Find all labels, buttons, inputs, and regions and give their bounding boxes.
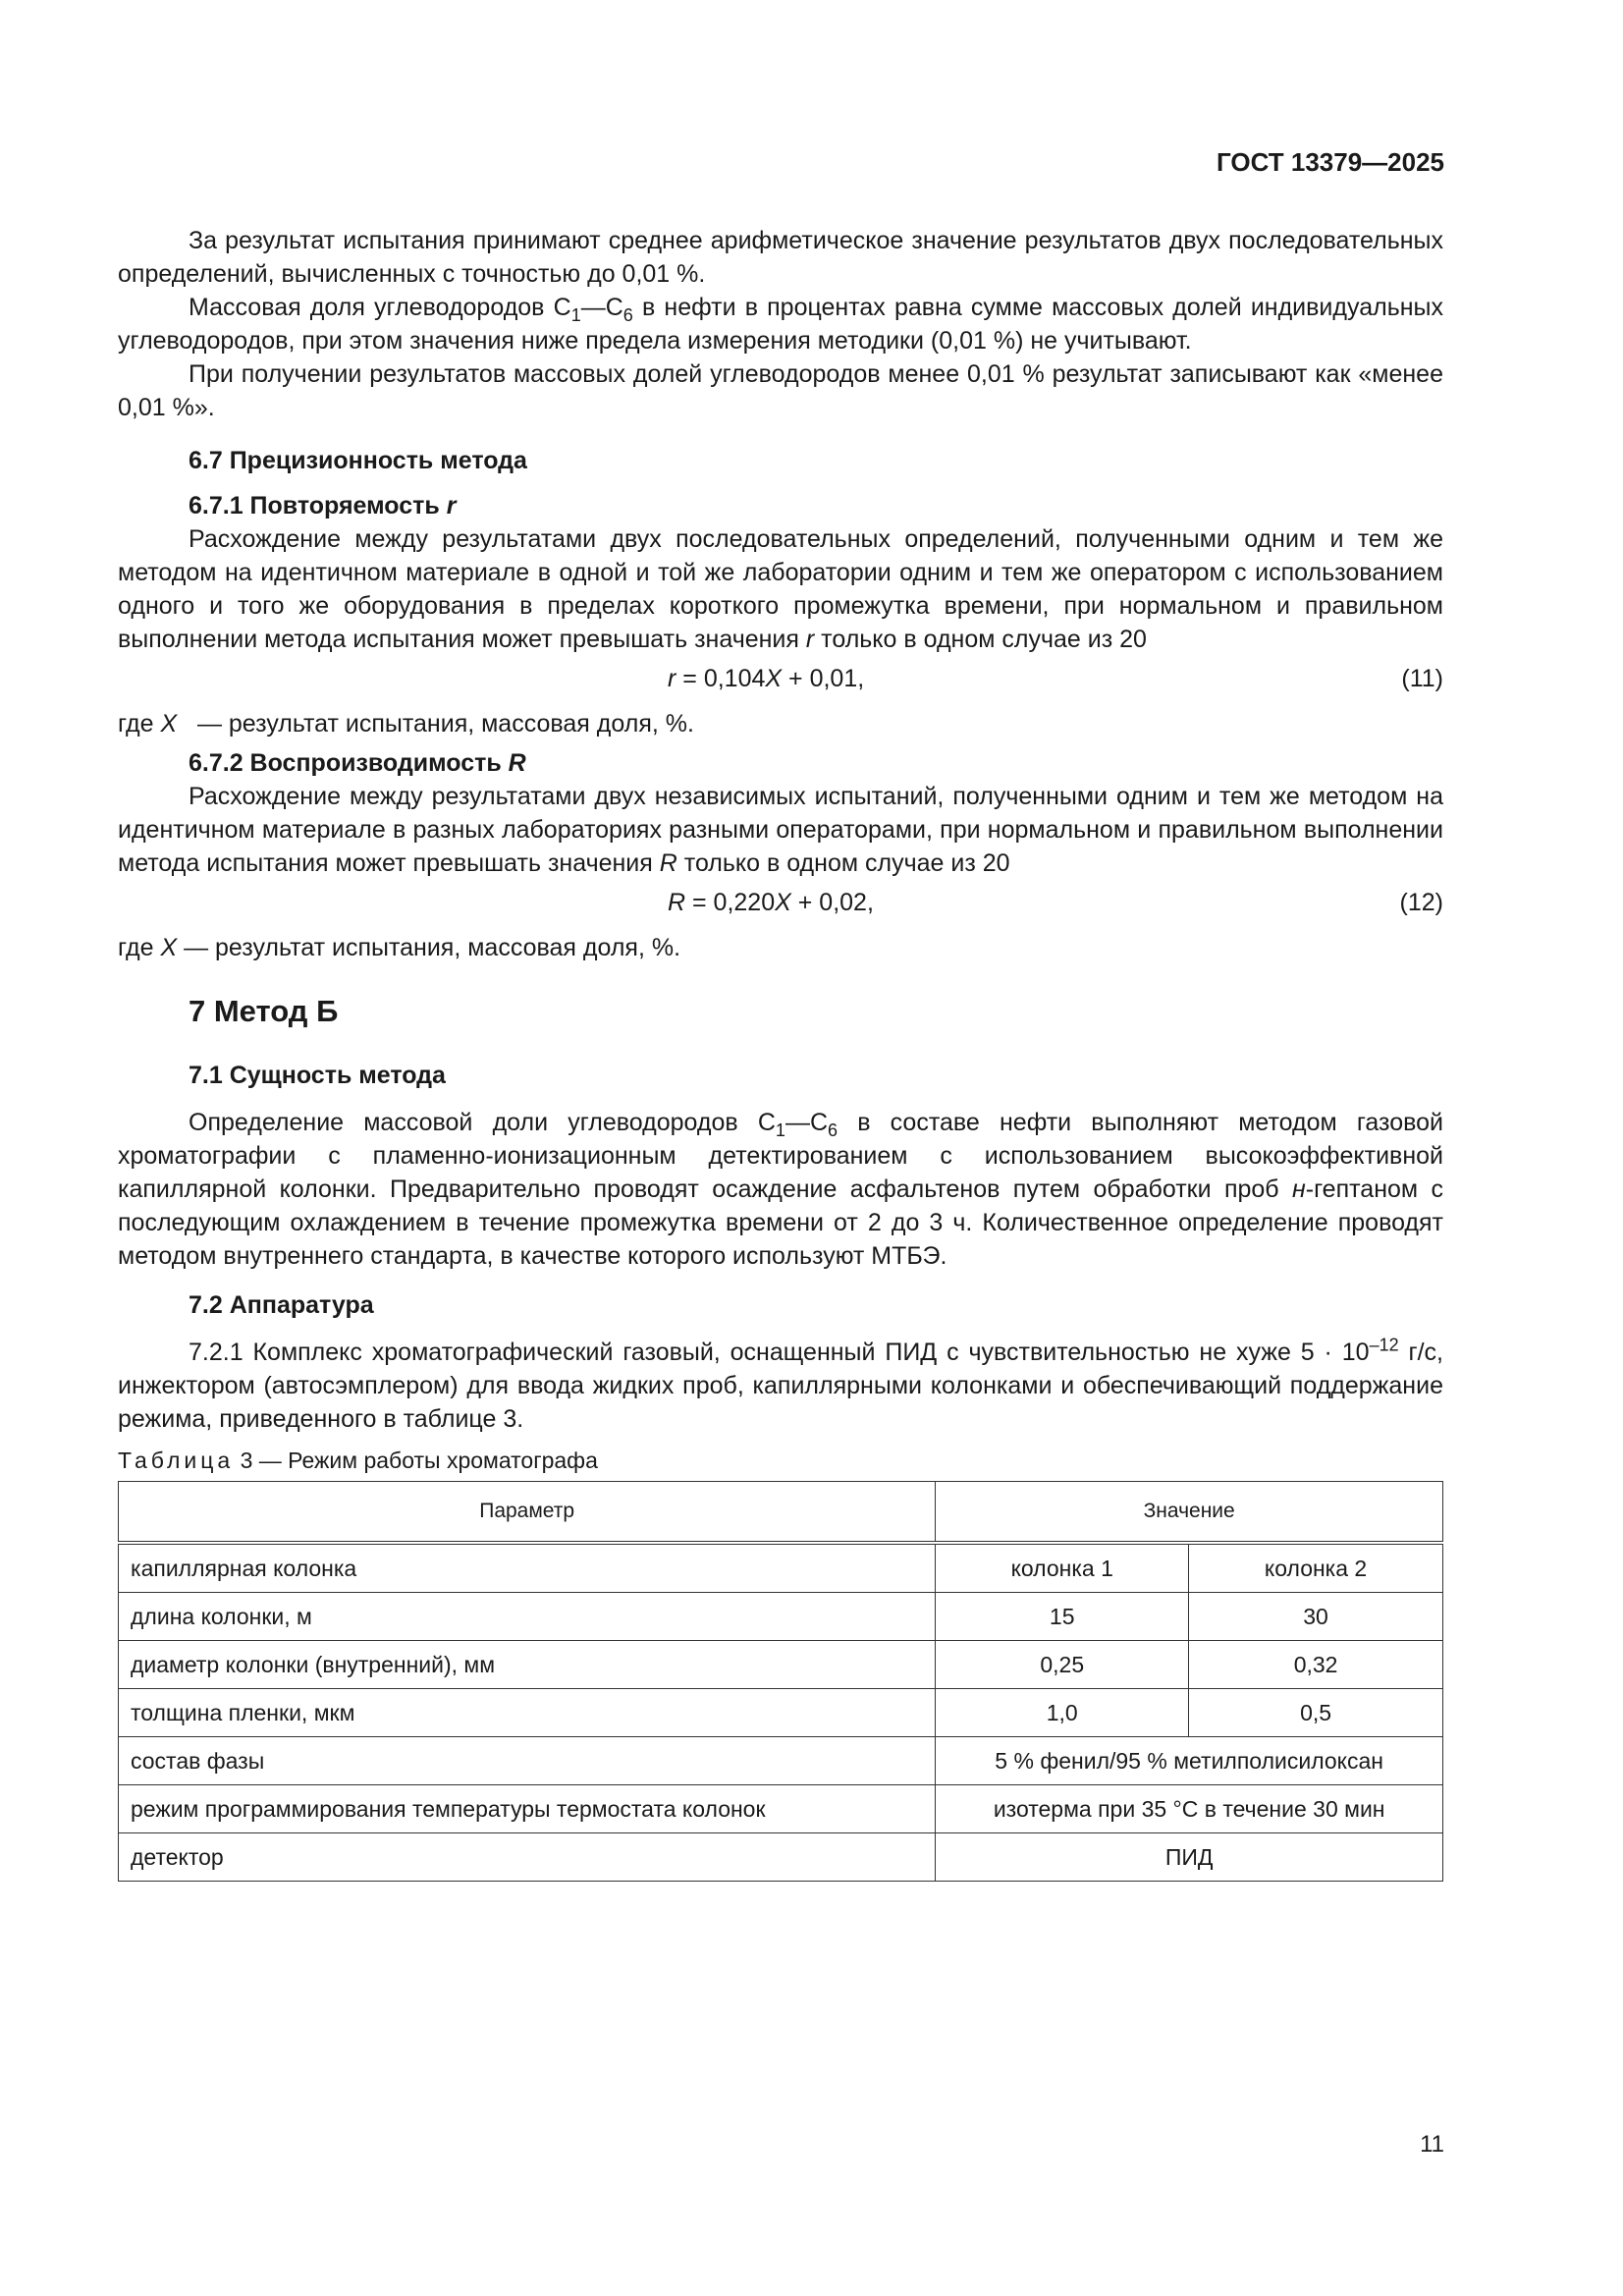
paragraph-result: За результат испытания принимают среднее арифметическое значение результатов двух последовательных определений, вычисленных с точностью до 0,01 %. (118, 227, 1443, 288)
formula-11-expression: r = 0,104X + 0,01, (668, 665, 865, 692)
page-content (118, 224, 1443, 1882)
paragraph-reproducibility: Расхождение между результатами двух независимых испытаний, полученными одним и тем же методом на идентичном материале в разных лабораториях разными операторами, при нормальном и правильном выполнении метода испытания может превышать значения R только в одном случае из 20 (118, 783, 1443, 877)
table-row (119, 1737, 1443, 1785)
table-header-row (119, 1482, 1443, 1544)
formula-11-where: где X — результат испытания, массовая доля, %. (118, 710, 694, 738)
table-cell-column-2: 30 (1189, 1593, 1443, 1641)
section-7-2-heading: 7.2 Аппаратура (189, 1291, 374, 1319)
section-7-heading: 7 Метод Б (189, 994, 339, 1028)
section-6-7-1-heading: 6.7.1 Повторяемость r (189, 492, 457, 519)
table-cell-parameter: режим программирования температуры термостата колонок (119, 1785, 936, 1833)
table-cell-column-2: колонка 2 (1189, 1543, 1443, 1593)
table-cell-column-1: 1,0 (936, 1689, 1189, 1737)
table-cell-column-2: 0,32 (1189, 1641, 1443, 1689)
table-header-parameter: Параметр (119, 1482, 936, 1544)
table-cell-parameter: диаметр колонки (внутренний), мм (119, 1641, 936, 1689)
table-cell-value: изотерма при 35 °С в течение 30 мин (936, 1785, 1443, 1833)
table-cell-value: ПИД (936, 1833, 1443, 1882)
chromatograph-mode-table (118, 1481, 1443, 1882)
page-number: 11 (1420, 2131, 1444, 2158)
table-cell-parameter: детектор (119, 1833, 936, 1882)
table-cell-parameter: длина колонки, м (119, 1593, 936, 1641)
table-cell-parameter: состав фазы (119, 1737, 936, 1785)
paragraph-method-essence: Определение массовой доли углеводородов $С_1—С_6$ в составе нефти выполняют методом газовой хроматографии с пламенно-ионизационным детектированием с использованием высокоэффективной капиллярной колонки. Предварительно проводят осаждение асфальтенов путем обработки проб н-гептаном с последующим охлаждением в течение промежутка времени от 2 до 3 ч. Количественное определение проводят методом внутреннего стандарта, в качестве которого используют МТБЭ. (118, 1109, 1444, 1270)
table-row (119, 1833, 1443, 1882)
table-caption: Таблица 3 — Режим работы хроматографа (118, 1448, 598, 1473)
formula-11-number: (11) (1401, 665, 1443, 692)
table-header-value: Значение (936, 1482, 1443, 1544)
formula-12 (118, 886, 1443, 919)
table-cell-column-1: 15 (936, 1593, 1189, 1641)
document-header: ГОСТ 13379—2025 (1217, 147, 1444, 177)
formula-11 (118, 662, 1443, 695)
table-row (119, 1593, 1443, 1641)
formula-12-expression: R = 0,220X + 0,02, (668, 889, 874, 916)
table-cell-parameter: толщина пленки, мкм (119, 1689, 936, 1737)
paragraph-repeatability: Расхождение между результатами двух последовательных определений, полученными одним и тем же методом на идентичном материале в одной и той же лаборатории одним и тем же оператором с использованием одного и того же оборудования в пределах короткого промежутка времени, при нормальном и правильном выполнении метода испытания может превышать значения r только в одном случае из 20 (118, 525, 1443, 653)
table-cell-column-1: колонка 1 (936, 1543, 1189, 1593)
paragraph-mass-fraction: Массовая доля углеводородов $С_1—С_6$ в нефти в процентах равна сумме массовых долей индивидуальных углеводородов, при этом значения ниже предела измерения методики (0,01 %) не учитывают. (118, 294, 1443, 355)
paragraph-apparatus: 7.2.1 Комплекс хроматографический газовый, оснащенный ПИД с чувствительностью не хуже $5 \cdot 10^{-12}$ г/с, инжектором (автосэмплером) для ввода жидких проб, капиллярными колонками и обеспечивающий поддержание режима, приведенного в таблице 3. (118, 1335, 1443, 1433)
table-row (119, 1689, 1443, 1737)
section-7-1-heading: 7.1 Сущность метода (189, 1062, 446, 1089)
section-6-7-heading: 6.7 Прецизионность метода (189, 447, 527, 474)
table-cell-value: 5 % фенил/95 % метилполисилоксан (936, 1737, 1443, 1785)
formula-12-where: где X — результат испытания, массовая доля, %. (118, 934, 681, 961)
table-row (119, 1641, 1443, 1689)
section-6-7-2-heading: 6.7.2 Воспроизводимость R (189, 749, 526, 777)
table-row (119, 1543, 1443, 1593)
formula-12-number: (12) (1399, 889, 1443, 916)
table-cell-column-2: 0,5 (1189, 1689, 1443, 1737)
table-row (119, 1785, 1443, 1833)
table-cell-parameter: капиллярная колонка (119, 1543, 936, 1593)
paragraph-below-limit: При получении результатов массовых долей углеводородов менее 0,01 % результат записывают как «менее 0,01 %». (118, 360, 1443, 421)
table-cell-column-1: 0,25 (936, 1641, 1189, 1689)
